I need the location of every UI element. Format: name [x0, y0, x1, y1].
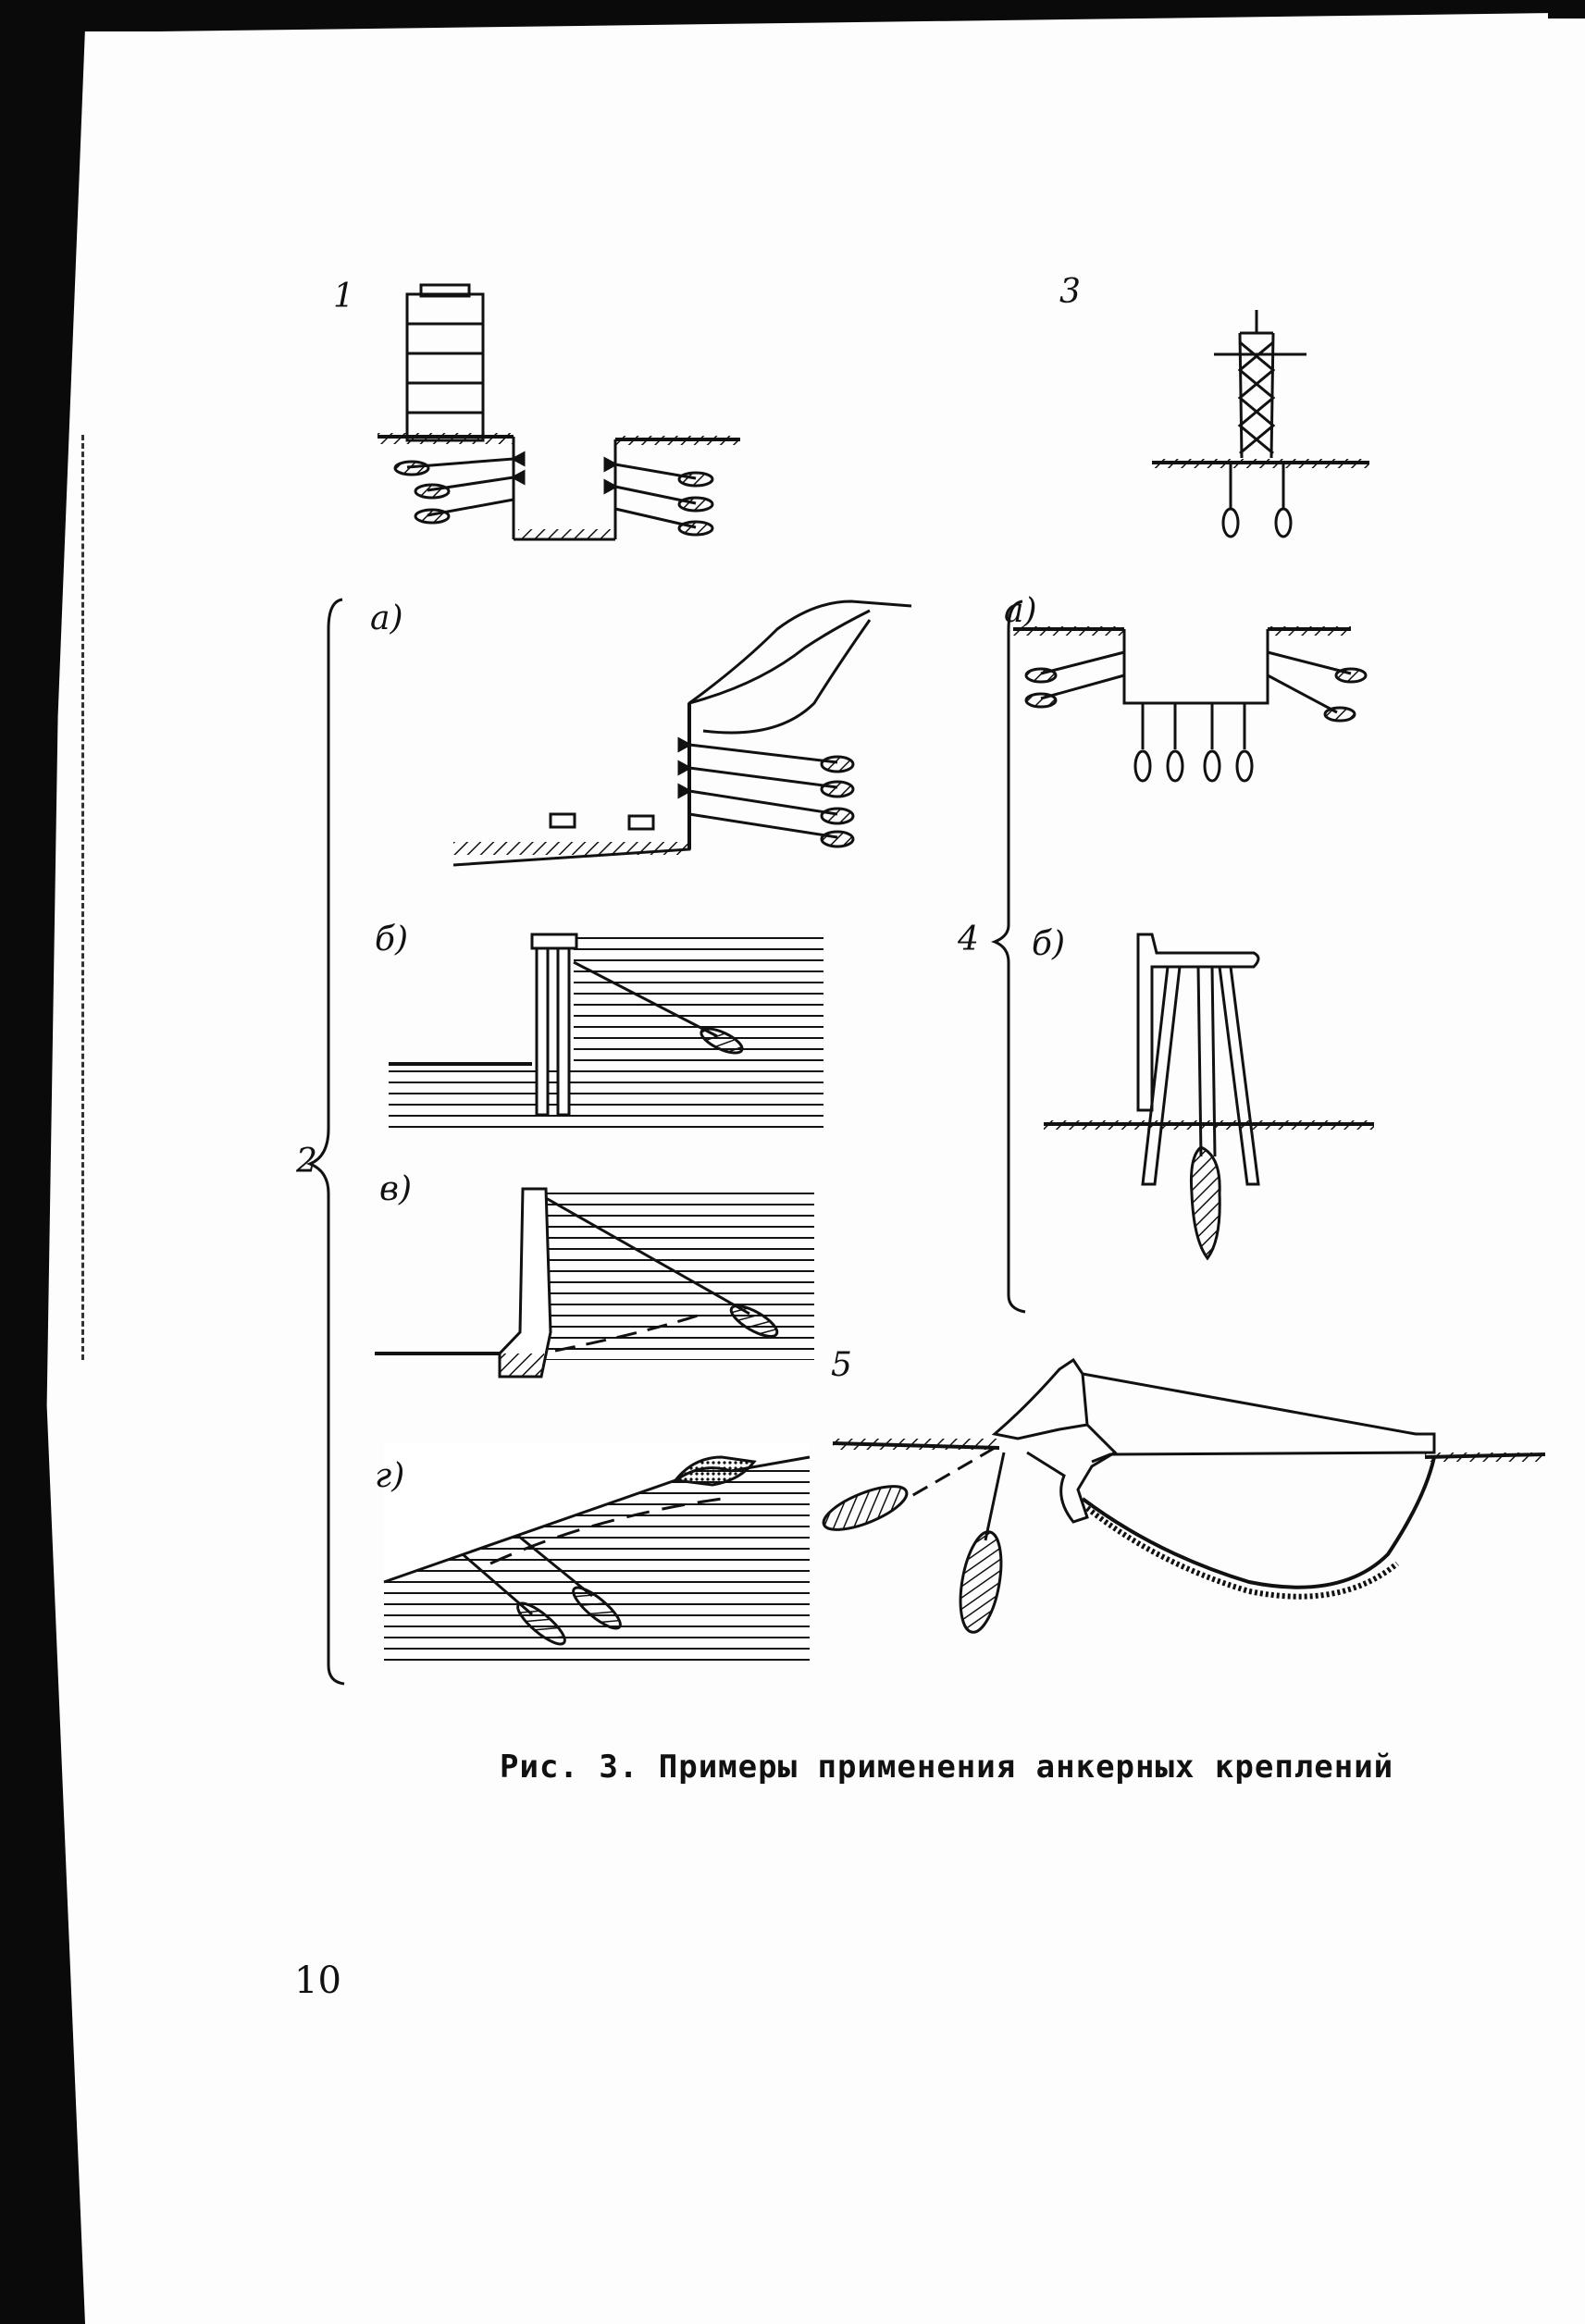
figure-caption: Рис. 3. Примеры применения анкерных креплений — [500, 1749, 1394, 1786]
fig2v-gravity-wall — [375, 1189, 814, 1377]
bracket-2 — [310, 600, 344, 1684]
label-fig4: 4 — [958, 921, 979, 958]
label-fig2: 2 — [296, 1143, 317, 1181]
label-fig5: 5 — [831, 1346, 852, 1384]
label-fig2b: б) — [375, 921, 409, 958]
fig2b-retaining-wall — [389, 934, 823, 1129]
label-fig4b: б) — [1032, 925, 1066, 963]
label-fig2g: г) — [375, 1457, 405, 1495]
fig3-tower-anchors — [1152, 310, 1369, 537]
fig2g-slope-stabilization — [384, 1443, 810, 1665]
label-fig2v: в) — [379, 1170, 412, 1208]
label-fig2a: а) — [370, 600, 403, 637]
fig4b-frame-anchor — [1044, 934, 1374, 1258]
page-number: 10 — [294, 1959, 341, 2002]
label-fig3: 3 — [1059, 273, 1081, 311]
bracket-4 — [995, 601, 1025, 1312]
fig2a-slope-anchors — [453, 601, 911, 865]
fig5-anchored-platform — [819, 1360, 1545, 1636]
fig4a-pit-anchors — [1013, 626, 1366, 781]
fig1-trench-anchors — [378, 285, 740, 540]
label-fig1: 1 — [333, 278, 354, 315]
label-fig4a: а) — [1004, 592, 1037, 630]
